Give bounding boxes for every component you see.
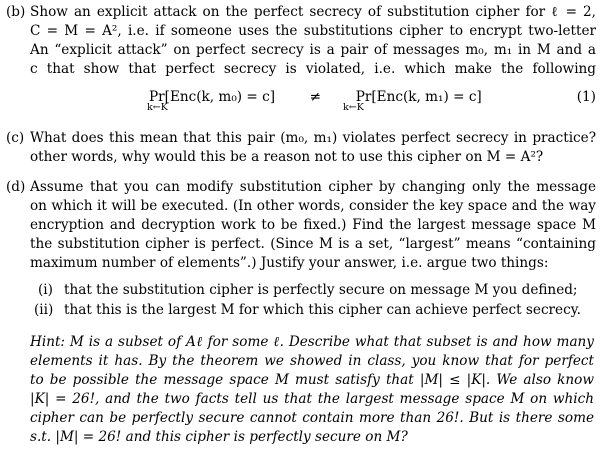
equation-left-subscript: k←K (147, 102, 168, 113)
sub-item-label: (i) (38, 282, 53, 298)
part-c-line: What does this mean that this pair (m₀, m₁) violates perfect secrecy in practice? (30, 130, 596, 146)
part-b-line: C = M = A², i.e. if someone uses the substitutions cipher to encrypt two-letter (30, 23, 596, 39)
sub-item-i (28, 281, 588, 301)
sub-item-ii (28, 301, 588, 321)
equation-left: Pr[Enc(k, m₀) = c] (149, 89, 276, 105)
part-d-line: the substitution cipher is perfect. (Since M is a set, “largest” means “containing (30, 236, 596, 252)
part-d-line: encryption and decryption work to be fixed.) Find the largest message space M (30, 217, 596, 233)
part-c-line: other words, why would this be a reason not to use this cipher on M = A²? (30, 149, 544, 165)
hint-line: elements it has. By the theorem we showed in class, you know that for perfect (30, 353, 594, 369)
equation-right-subscript: k←K (343, 102, 364, 113)
sub-item-text: that this is the largest M for which this cipher can achieve perfect secrecy. (64, 302, 581, 318)
part-d-text (30, 178, 596, 273)
part-d-line: on which it will be executed. (In other words, consider the key space and the way (30, 198, 596, 214)
equation-right: Pr[Enc(k, m₁) = c] (355, 89, 482, 105)
hint-line: cipher can be perfectly secure cannot contain more than 26!. But is there some (30, 410, 594, 426)
hint-line: s.t. |M| = 26! and this cipher is perfectly secure on M? (30, 429, 408, 445)
part-c-text (30, 129, 596, 167)
hint-line: Hint: M is a subset of Aℓ for some ℓ. Describe what that subset is and how many (30, 334, 594, 350)
part-d-sub-items (28, 281, 588, 321)
part-d-line: Assume that you can modify substitution cipher by changing only the message (30, 179, 596, 195)
part-c-label: (c) (6, 130, 25, 146)
hint-line: |K| = 26!, and the two facts tell us that the largest message space M on which (30, 391, 594, 407)
hint-paragraph (30, 333, 594, 447)
part-d-label: (d) (6, 179, 26, 195)
part-d-line: maximum number of elements”.) Justify your answer, i.e. argue two things: (30, 255, 549, 271)
part-b-line: An “explicit attack” on perfect secrecy is a pair of messages m₀, m₁ in M and a (30, 42, 596, 58)
equation-number: (1) (576, 89, 596, 105)
equation-relation: ≠ (309, 89, 322, 105)
equation-1 (6, 88, 596, 118)
sub-item-text: that the substitution cipher is perfectly secure on message M you defined; (64, 282, 578, 298)
equation-formula (149, 88, 482, 107)
hint-line: to be possible the message space M must satisfy that |M| ≤ |K|. We also know (30, 372, 594, 388)
part-b-label: (b) (6, 4, 26, 20)
part-b-line: Show an explicit attack on the perfect secrecy of substitution cipher for ℓ = 2, (30, 4, 596, 20)
part-b-line: c that show that perfect secrecy is violated, i.e. which make the following (30, 61, 596, 77)
sub-item-label: (ii) (34, 302, 54, 318)
part-b-text (30, 3, 596, 79)
